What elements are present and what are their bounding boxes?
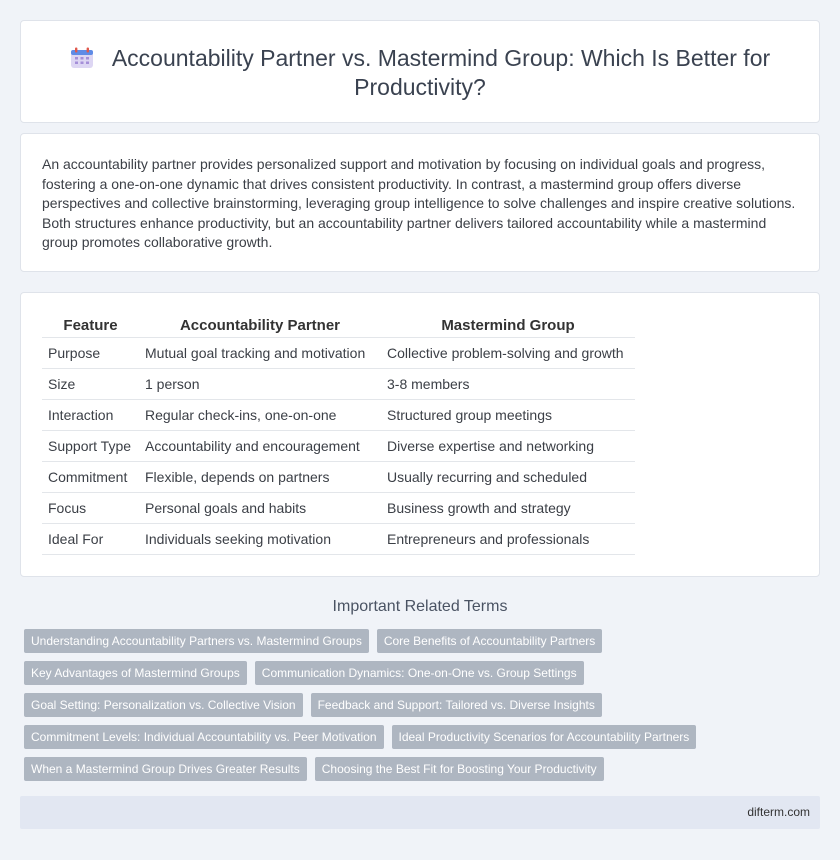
table-cell: Usually recurring and scheduled	[381, 461, 635, 492]
related-term-tag[interactable]: When a Mastermind Group Drives Greater Results	[24, 757, 307, 781]
table-row	[42, 368, 635, 399]
tag-row	[24, 693, 724, 717]
comparison-table	[42, 315, 635, 555]
table-cell: 3-8 members	[381, 368, 635, 399]
table-row	[42, 337, 635, 368]
related-term-tag[interactable]: Key Advantages of Mastermind Groups	[24, 661, 247, 685]
table-cell: Mutual goal tracking and motivation	[139, 337, 381, 368]
comparison-card	[20, 292, 820, 577]
table-row	[42, 399, 635, 430]
column-header: Mastermind Group	[381, 315, 635, 337]
table-row	[42, 461, 635, 492]
title-wrap	[61, 44, 779, 102]
tag-row	[24, 725, 724, 749]
table-cell: Commitment	[42, 461, 139, 492]
table-row	[42, 430, 635, 461]
table-cell: Interaction	[42, 399, 139, 430]
calendar-icon	[70, 47, 94, 69]
related-term-tag[interactable]: Core Benefits of Accountability Partners	[377, 629, 602, 653]
table-cell: Collective problem-solving and growth	[381, 337, 635, 368]
table-cell: Personal goals and habits	[139, 492, 381, 523]
table-cell: Purpose	[42, 337, 139, 368]
intro-paragraph: An accountability partner provides personalized support and motivation by focusing on individual goals and progress, fostering a one-on-one dynamic that drives consistent productivity. In contrast, a mastermind group offers diverse perspectives and collective brainstorming, leveraging group intelligence to solve challenges and inspire creative solutions. Both structures enhance productivity, but an accountability partner delivers tailored accountability while a mastermind group promotes collaborative growth.	[42, 156, 796, 250]
related-term-tag[interactable]: Ideal Productivity Scenarios for Accountability Partners	[392, 725, 697, 749]
related-term-tag[interactable]: Communication Dynamics: One-on-One vs. Group Settings	[255, 661, 584, 685]
table-cell: Flexible, depends on partners	[139, 461, 381, 492]
related-terms-heading: Important Related Terms	[332, 598, 508, 615]
column-header: Accountability Partner	[139, 315, 381, 337]
table-header-row	[42, 315, 635, 337]
table-cell: Ideal For	[42, 523, 139, 554]
table-cell: Regular check-ins, one-on-one	[139, 399, 381, 430]
footer	[20, 796, 820, 829]
related-term-tag[interactable]: Commitment Levels: Individual Accountability vs. Peer Motivation	[24, 725, 384, 749]
related-term-tag[interactable]: Feedback and Support: Tailored vs. Diverse Insights	[311, 693, 602, 717]
related-term-tag[interactable]: Understanding Accountability Partners vs. Mastermind Groups	[24, 629, 369, 653]
tag-row	[24, 661, 724, 685]
table-cell: 1 person	[139, 368, 381, 399]
table-cell: Focus	[42, 492, 139, 523]
table-cell: Support Type	[42, 430, 139, 461]
footer-site-link[interactable]: difterm.com	[747, 805, 810, 819]
table-cell: Structured group meetings	[381, 399, 635, 430]
table-cell: Accountability and encouragement	[139, 430, 381, 461]
table-cell: Individuals seeking motivation	[139, 523, 381, 554]
related-term-tag[interactable]: Goal Setting: Personalization vs. Collective Vision	[24, 693, 303, 717]
related-term-tag[interactable]: Choosing the Best Fit for Boosting Your Productivity	[315, 757, 604, 781]
table-cell: Business growth and strategy	[381, 492, 635, 523]
table-cell: Entrepreneurs and professionals	[381, 523, 635, 554]
table-row	[42, 492, 635, 523]
title-card	[20, 20, 820, 123]
page-title: Accountability Partner vs. Mastermind Group: Which Is Better for Productivity?	[111, 45, 771, 100]
tag-row	[24, 757, 724, 781]
related-terms-list	[24, 629, 724, 789]
tag-row	[24, 629, 724, 653]
table-cell: Diverse expertise and networking	[381, 430, 635, 461]
table-row	[42, 523, 635, 554]
column-header: Feature	[42, 315, 139, 337]
table-cell: Size	[42, 368, 139, 399]
intro-card	[20, 133, 820, 272]
